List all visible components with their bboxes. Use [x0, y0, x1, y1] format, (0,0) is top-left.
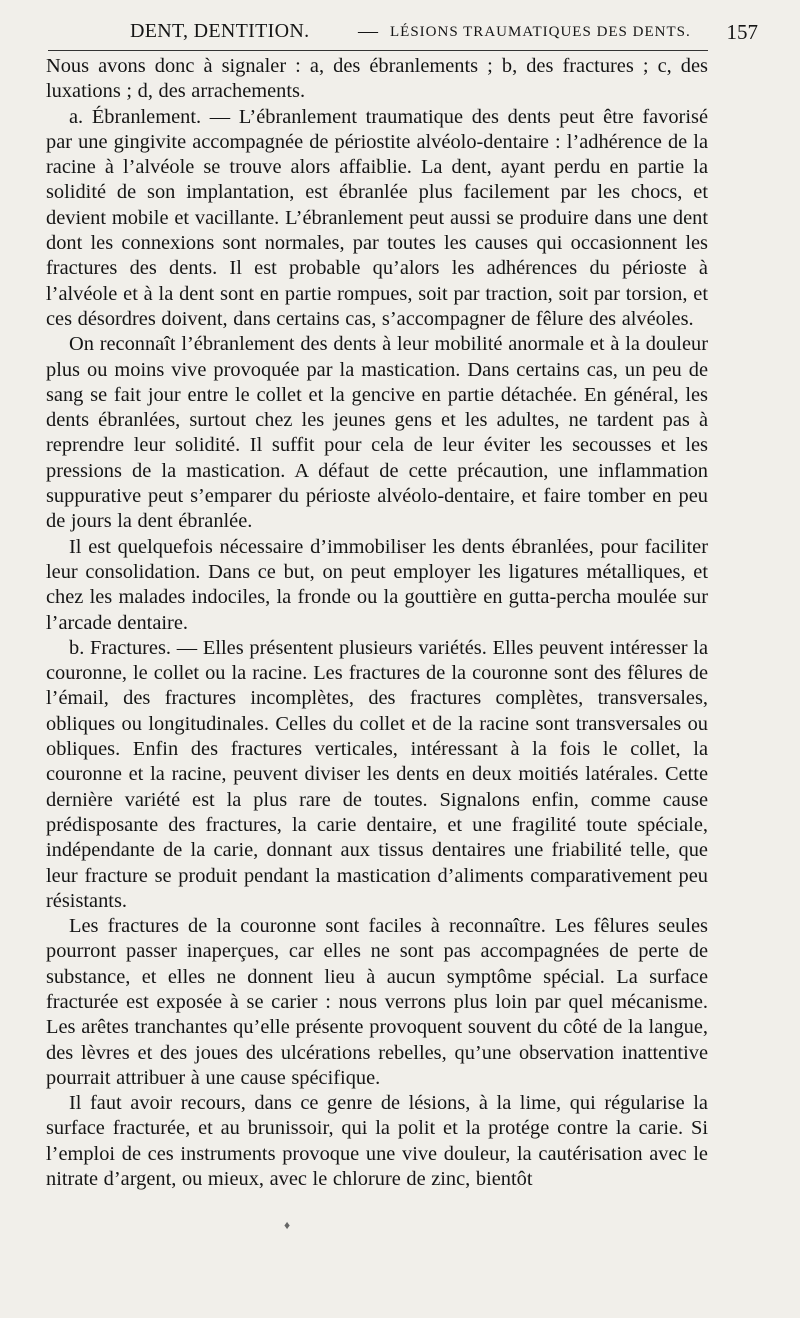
paragraph: b. Fractures. — Elles présentent plusieurs variétés. Elles peuvent intéresser la couronne, le collet ou la racine. Les fractures de la couronne sont des fêlures de l’émail, des fractures incomplètes, des fractures complètes, transversales, obliques ou longitudinales. Celles du collet et de la racine sont transversales ou obliques. Enfin des fractures verticales, intéressant à la fois le collet, la couronne et la racine, peuvent diviser les dents en deux moitiés latérales. Cette dernière variété est la plus rare de toutes. Signalons enfin, comme cause prédisposante des fractures, la carie dentaire, et une fragilité toute spéciale, indépendante de la carie, donnant aux tissus dentaires une friabilité telle, que leur fracture se produit pendant la mastication d’aliments comparativement peu résistants. [46, 636, 708, 912]
paragraph: On reconnaît l’ébranlement des dents à leur mobilité anormale et à la douleur plus ou moins vive provoquée par la mastication. Dans certains cas, un peu de sang se fait jour entre le collet et la gencive en partie détachée. En général, les dents ébranlées, surtout chez les jeunes gens et les adultes, ne tardent pas à reprendre leur solidité. Il suffit pour cela de leur éviter les secousses et les pressions de la mastication. A défaut de cette précaution, une inflammation suppurative peut s’emparer du périoste alvéolo-dentaire, et faire tomber en peu de jours la dent ébranlée. [46, 333, 708, 533]
paragraph: Il faut avoir recours, dans ce genre de lésions, à la lime, qui régularise la surface fracturée, et au brunissoir, qui la polit et la protége contre la carie. Si l’emploi de ces instruments provoque une vive douleur, la cautérisation avec le nitrate d’argent, ou mieux, avec le chlorure de zinc, bientôt [46, 1092, 708, 1191]
header-title: DENT, DENTITION. [130, 20, 310, 42]
printer-mark: ♦ [284, 1218, 291, 1232]
paragraph: Nous avons donc à signaler : a, des ébranlements ; b, des fractures ; c, des luxations ; d, des arrachements. [46, 55, 708, 103]
page-number: 157 [726, 20, 758, 44]
header-subtitle: LÉSIONS TRAUMATIQUES DES DENTS. [390, 24, 691, 40]
paragraph: a. Ébranlement. — L’ébranlement traumatique des dents peut être favorisé par une gingivite accompagnée de périostite alvéolo-dentaire : l’adhérence de la racine à l’alvéole se trouve alors affaiblie. La dent, ayant perdu en partie la solidité de son implantation, est ébranlée plus facilement par les chocs, et devient mobile et vacillante. L’ébranlement peut aussi se produire dans une dent dont les connexions sont normales, par toutes les causes qui occasionnent les fractures des dents. Il est probable qu’alors les adhérences du périoste à l’alvéole et à la dent sont en partie rompues, soit par traction, soit par torsion, et ces désordres doivent, dans certains cas, s’accompagner de fêlure des alvéoles. [46, 105, 708, 330]
paragraph: Les fractures de la couronne sont faciles à reconnaître. Les fêlures seules pourront passer inaperçues, car elles ne sont pas accompagnées de perte de substance, et elles ne donnent lieu à aucun symptôme spécial. La surface fracturée est exposée à se carier : nous verrons plus loin par quel mécanisme. Les arêtes tranchantes qu’elle présente provoquent souvent du côté de la langue, des lèvres et des joues des ulcérations rebelles, qu’une observation inattentive pourrait attribuer à une cause spécifique. [46, 915, 708, 1089]
header-dash: — [358, 20, 378, 42]
paragraph: Il est quelquefois nécessaire d’immobiliser les dents ébranlées, pour faciliter leur consolidation. Dans ce but, on peut employer les ligatures métalliques, et chez les malades indociles, la fronde ou la gouttière en gutta-percha moulée sur l’arcade dentaire. [46, 535, 708, 634]
running-header [48, 16, 758, 51]
body-text [46, 54, 708, 1192]
